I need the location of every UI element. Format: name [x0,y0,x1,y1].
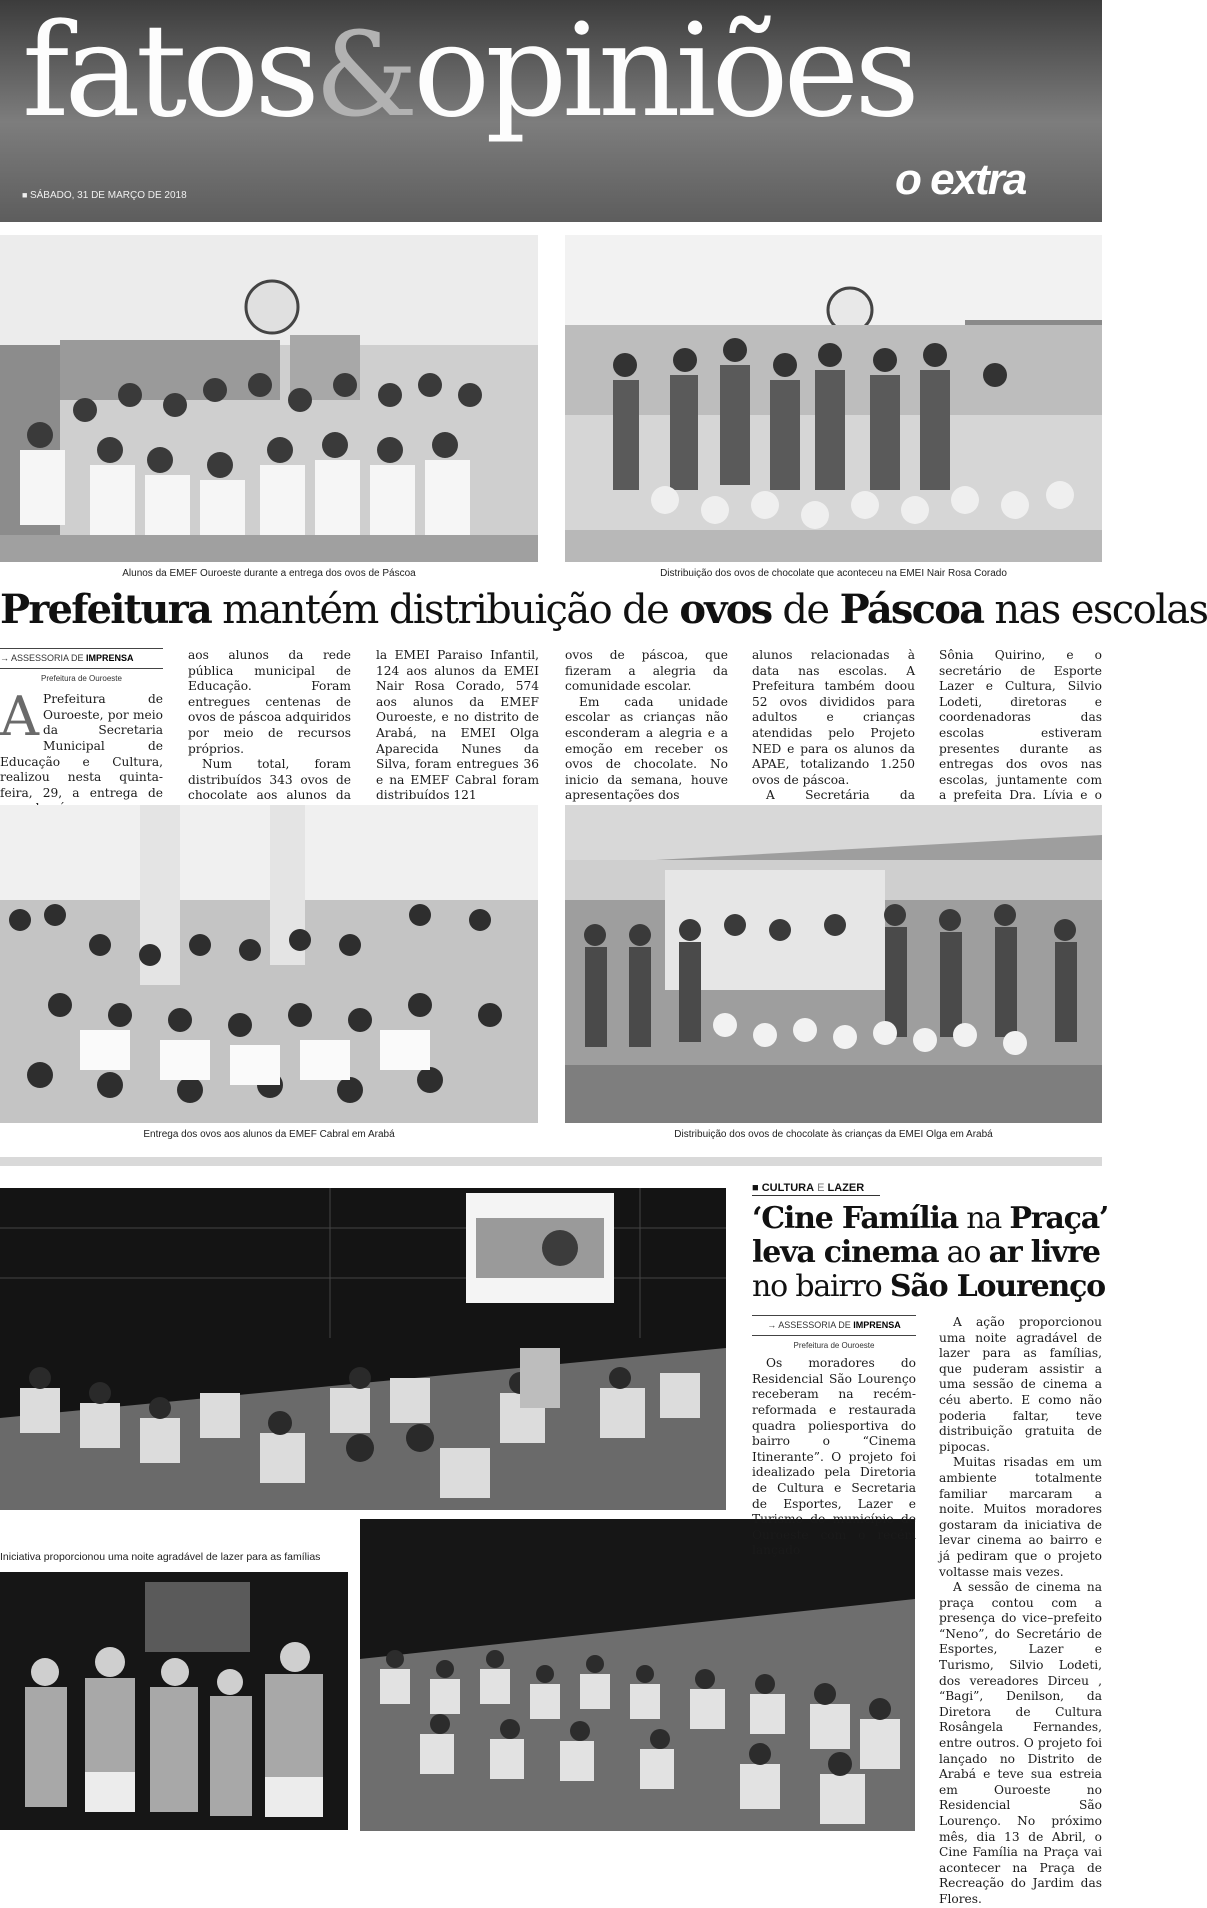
photo-emei-nair-rosa-corado [565,235,1102,562]
photo-caption: Entrega dos ovos aos alunos da EMEF Cabral em Arabá [143,1129,395,1140]
byline [752,1315,916,1336]
photo-caption: Iniciativa proporcionou uma noite agradável de lazer para as famílias [0,1551,321,1563]
article-column [565,648,728,804]
photo-cine-audience [360,1519,915,1831]
section-divider [0,1157,1102,1166]
paragraph: aos alunos da rede pública municipal de Educação. Foram entregues centenas de ovos de páscoa adquiridos por meio de recursos próprios. [188,648,351,756]
byline-label: → ASSESSORIA DE IMPRENSA [0,653,134,663]
paragraph: Prefeitura de Ouroeste, por meio da Secretaria Municipal de Educação e Cultura, realizou nesta quinta-feira, 29, a entrega de [0,692,163,800]
byline-source: Prefeitura de Ouroeste [41,673,122,683]
paragraph: alunos relacionadas à data nas escolas. A Prefeitura também doou 52 ovos divididos para adultos e crianças atendidas pelo Projeto NED e para os alunos da APAE, totalizando 1.250 ovos de páscoa. [752,648,915,787]
photo-caption: Distribuição dos ovos de chocolate que aconteceu na EMEI Nair Rosa Corado [660,568,1007,579]
drop-cap: A [0,685,39,749]
article-column [188,648,351,820]
paragraph: ovos de páscoa, que fizeram a alegria da comunidade escolar. [565,648,728,694]
article-headline: ‘Cine Família na Praça’ leva cinema ao ar livre no bairro São Lourenço [752,1201,1109,1304]
section-kicker: ■ CULTURA E LAZER [752,1182,880,1196]
article-column [752,1315,916,1559]
paragraph: la EMEI Paraiso Infantil, 124 aos alunos da EMEI Nair Rosa Corado, 574 aos alunos da EMEF Ouroeste, e no distrito de Arabá, na EMEI Olga Aparecida Nunes da Silva, foram entregues 36 e na EMEF Cabral foram distribuídos 121 [376,648,539,803]
photo-emef-ouroeste [0,235,538,562]
newspaper-logo: o extra [895,155,1026,204]
photo-caption: Alunos da EMEF Ouroeste durante a entrega dos ovos de Páscoa [122,568,416,579]
byline [0,648,163,669]
edition-date: ■ SÁBADO, 31 DE MARÇO DE 2018 [22,190,187,201]
paragraph: Sônia Quirino, e o secretário de Esporte Lazer e Cultura, Silvio Lodeti, diretoras e coordenadoras das escolas estiveram presentes durante as entregas dos ovos nas escolas, juntamente com a prefeita Dra. Lívia e o [939,648,1102,803]
paragraph: Muitas risadas em um ambiente totalmente familiar marcaram a noite. Muitos moradores gostaram da iniciativa de levar cinema ao bairro e já pediram que o projeto voltasse mais vezes. [939,1455,1102,1579]
article-column [376,648,539,804]
photo-emei-olga [565,805,1102,1123]
photo-cine-familia-main [0,1188,726,1510]
paragraph: Num total, foram distribuídos 343 ovos de chocolate aos alunos da [188,757,351,803]
paragraph: Os moradores do Residencial São Lourenço receberam na recém-reformada e restaurada quadra poliesportiva do bairro o “Cinema Itinerante”. O projeto foi idealizado pela Diretoria de Cultura e Secretaria de Esportes, Lazer e Turismo do município de Ouroeste com o recém lançado [752,1356,916,1558]
newspaper-section-title: fatos&opiniões [22,0,915,146]
photo-caption: Distribuição dos ovos de chocolate às crianças da EMEI Olga em Arabá [674,1129,993,1140]
article-column [752,648,915,820]
paragraph: A sessão de cinema na praça contou com a presença do vice–prefeito “Neno”, do Secretário de Esportes, Lazer e Turismo, Silvio Lodeti, dos vereadores Dirceu , “Bagi”, Denilson, da Diretora de Cultura Rosângela Fernandes, entre outros. O projeto foi lançado no Distrito de Arabá e teve sua estreia em Ouroeste no Residencial São Lourenço. No próximo mês, dia 13 de Abril, o Cine Família na Praça vai acontecer na Praça de Recreação do Jardim das Flores. [939,1580,1102,1906]
article-column [939,648,1102,820]
article-column [0,648,163,817]
paragraph: A ação proporcionou uma noite agradável de lazer para as famílias, que puderam assistir a uma sessão de cinema a céu aberto. E como não poderia faltar, teve distribuição gratuita de pipocas. [939,1315,1102,1454]
byline-source: Prefeitura de Ouroeste [793,1340,875,1350]
paragraph: A Secretária da [766,788,915,803]
article-column [939,1315,1102,1908]
photo-cine-authorities [0,1572,348,1830]
byline-label: → ASSESSORIA DE IMPRENSA [767,1320,901,1330]
paragraph: Em cada unidade escolar as crianças não esconderam a alegria e a emoção em receber os ovos de chocolate. No inicio da semana, houve apresentações dos [565,694,728,803]
article-headline: Prefeitura mantém distribuição de ovos de Páscoa nas escolas [0,586,1207,633]
photo-emef-cabral [0,805,538,1123]
